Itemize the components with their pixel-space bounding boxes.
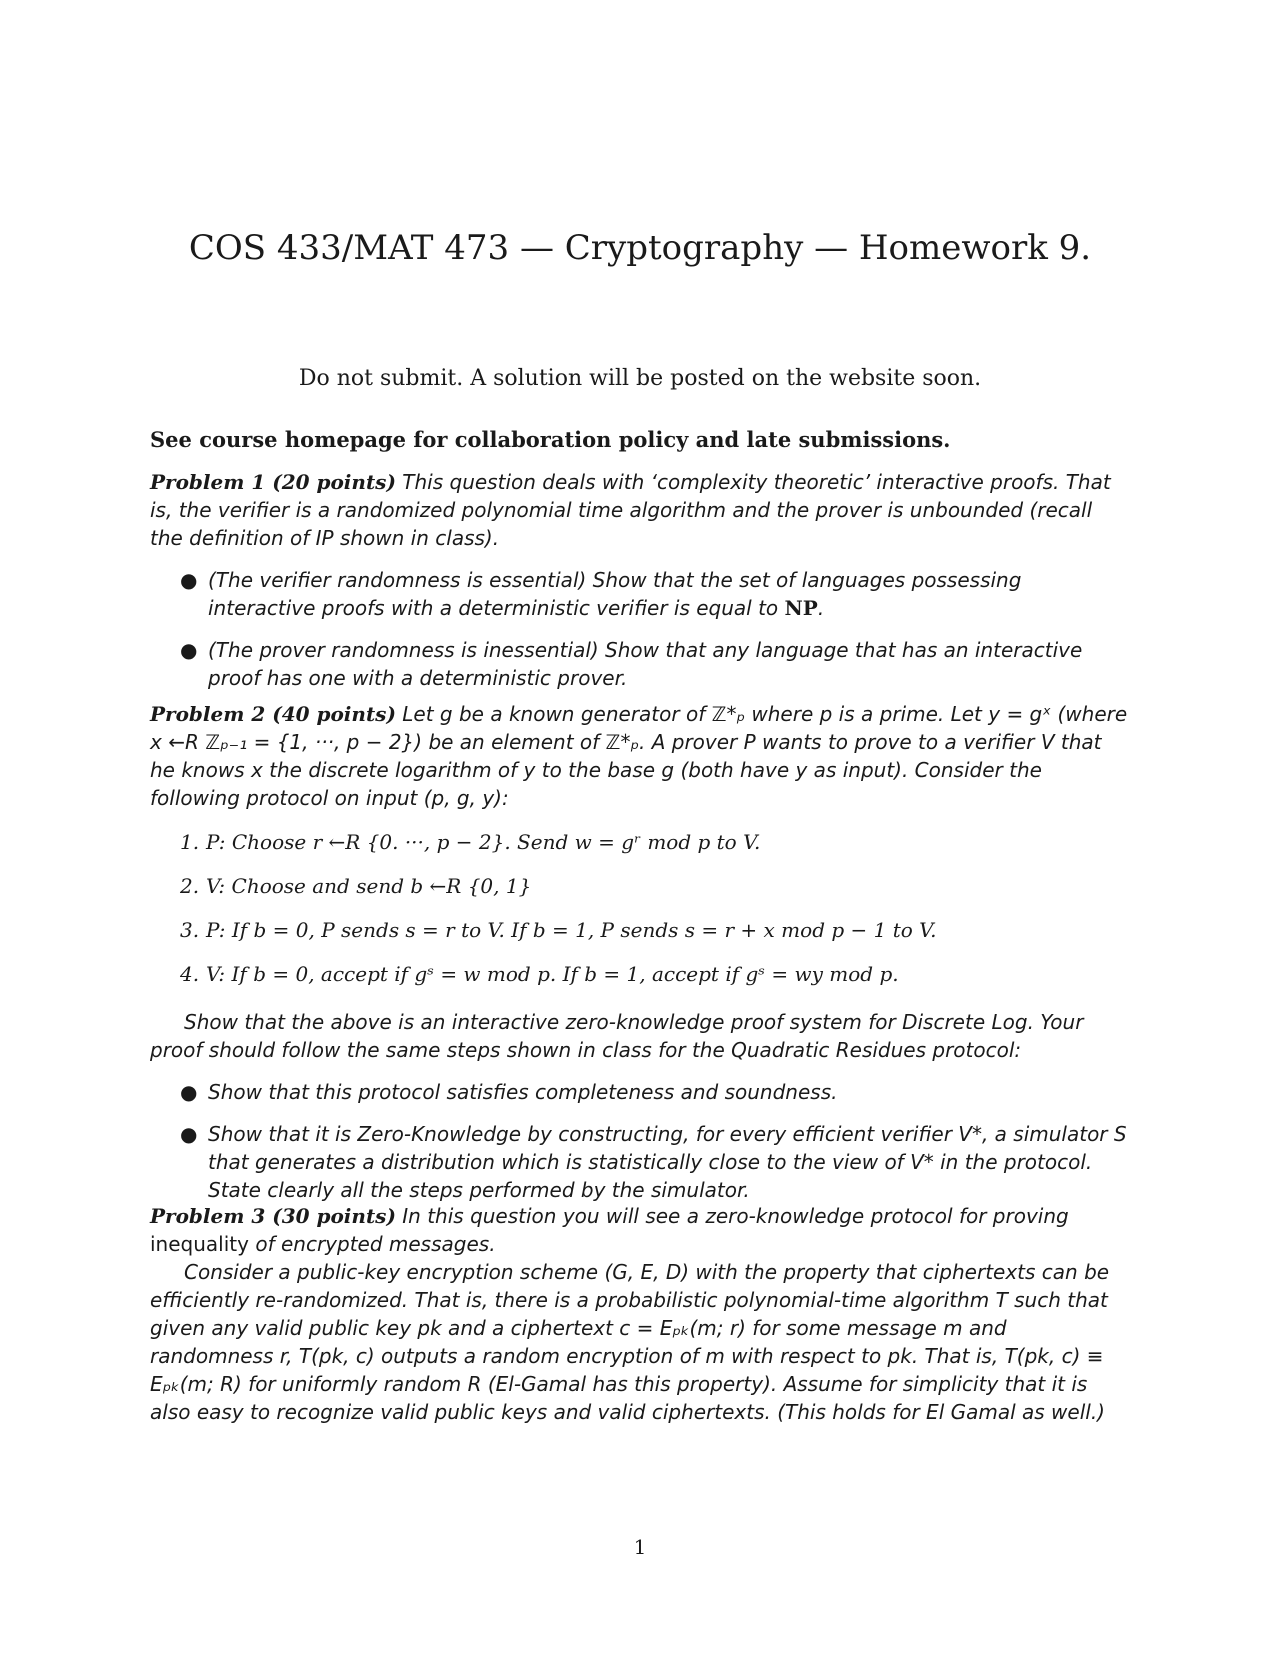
problem-1-intro	[150, 468, 1130, 552]
list-item: ● Show that this protocol satisfies completeness and soundness.	[180, 1080, 838, 1104]
np-class: NP	[784, 596, 818, 620]
problem-3-heading: Problem 3 (30 points)	[150, 1204, 396, 1228]
problem-2-intro-text: Let g be a known generator of ℤ*ₚ where p is a prime. Let y = gˣ (where x ←R ℤₚ₋₁ = {1, ···, p − 2}) be an element of ℤ*ₚ. A prover P wants to prove to a verifier V that he knows x the discrete logarithm of y to the base g (both have y as input). Consider the following protocol on input (p, g, y):	[150, 702, 1128, 810]
problem-2-bullets	[150, 1078, 1130, 1204]
bullet-icon: ●	[180, 568, 198, 592]
problem-1	[150, 468, 1130, 706]
list-item: ● (The prover randomness is inessential) Show that any language that has an interactive proof has one with a deterministic prover.	[180, 638, 1083, 690]
protocol-step: 1. P: Choose r ←R {0. ···, p − 2}. Send w = gʳ mod p to V.	[180, 830, 761, 854]
bullet-icon: ●	[180, 1080, 198, 1104]
problem-1-intro-text: This question deals with ‘complexity theoretic’ interactive proofs. That is, the verifier is a randomized polynomial time algorithm and the prover is unbounded (recall the definition of IP shown in class).	[150, 470, 1111, 550]
inequality-word: inequality	[150, 1232, 249, 1256]
document-subtitle: Do not submit. A solution will be posted on the website soon.	[298, 366, 982, 391]
problem-2-intro	[150, 700, 1130, 812]
protocol-step: 4. V: If b = 0, accept if gˢ = w mod p. If b = 1, accept if gˢ = wy mod p.	[180, 962, 899, 986]
policy-note: See course homepage for collaboration policy and late submissions.	[150, 427, 951, 452]
list-item: ● (The verifier randomness is essential) Show that the set of languages possessing interactive proofs with a deterministic verifier is equal to NP.	[180, 568, 1022, 620]
problem-2-show: Show that the above is an interactive zero-knowledge proof system for Discrete Log. Your proof should follow the same steps shown in class for the Quadratic Residues protocol:	[150, 1010, 1084, 1062]
protocol-step: 2. V: Choose and send b ←R {0, 1}	[180, 874, 532, 898]
page-number: 1	[633, 1535, 647, 1559]
problem-1-bullets	[150, 566, 1130, 692]
bullet-icon: ●	[180, 1122, 198, 1146]
document-title: COS 433/MAT 473 — Cryptography — Homework 9.	[188, 228, 1092, 268]
problem-2	[150, 700, 1130, 1218]
problem-1-heading: Problem 1 (20 points)	[150, 470, 396, 494]
problem-3-paragraph: Consider a public-key encryption scheme (G, E, D) with the property that ciphertexts can be efficiently re-randomized. That is, there is a probabilistic polynomial-time algorithm T such that given any valid public key pk and a ciphertext c = Eₚₖ(m; r) for some message m and randomness r, T(pk, c) outputs a random encryption of m with respect to pk. That is, T(pk, c) ≡ Eₚₖ(m; R) for uniformly random R (El-Gamal has this property). Assume for simplicity that it is also easy to recognize valid public keys and valid ciphertexts. (This holds for El Gamal as well.)	[150, 1260, 1110, 1424]
problem-3-intro: Problem 3 (30 points) In this question you will see a zero-knowledge protocol for proving inequality of encrypted messages.	[150, 1204, 1069, 1256]
protocol-step: 3. P: If b = 0, P sends s = r to V. If b = 1, P sends s = r + x mod p − 1 to V.	[180, 918, 937, 942]
problem-2-protocol-steps	[150, 828, 1130, 1004]
list-item: ● Show that it is Zero-Knowledge by constructing, for every efficient verifier V*, a simulator S that generates a distribution which is statistically close to the view of V* in the protocol. State clearly all the steps performed by the simulator.	[180, 1122, 1127, 1202]
bullet-icon: ●	[180, 638, 198, 662]
problem-3	[150, 1202, 1130, 1426]
problem-2-heading: Problem 2 (40 points)	[150, 702, 396, 726]
